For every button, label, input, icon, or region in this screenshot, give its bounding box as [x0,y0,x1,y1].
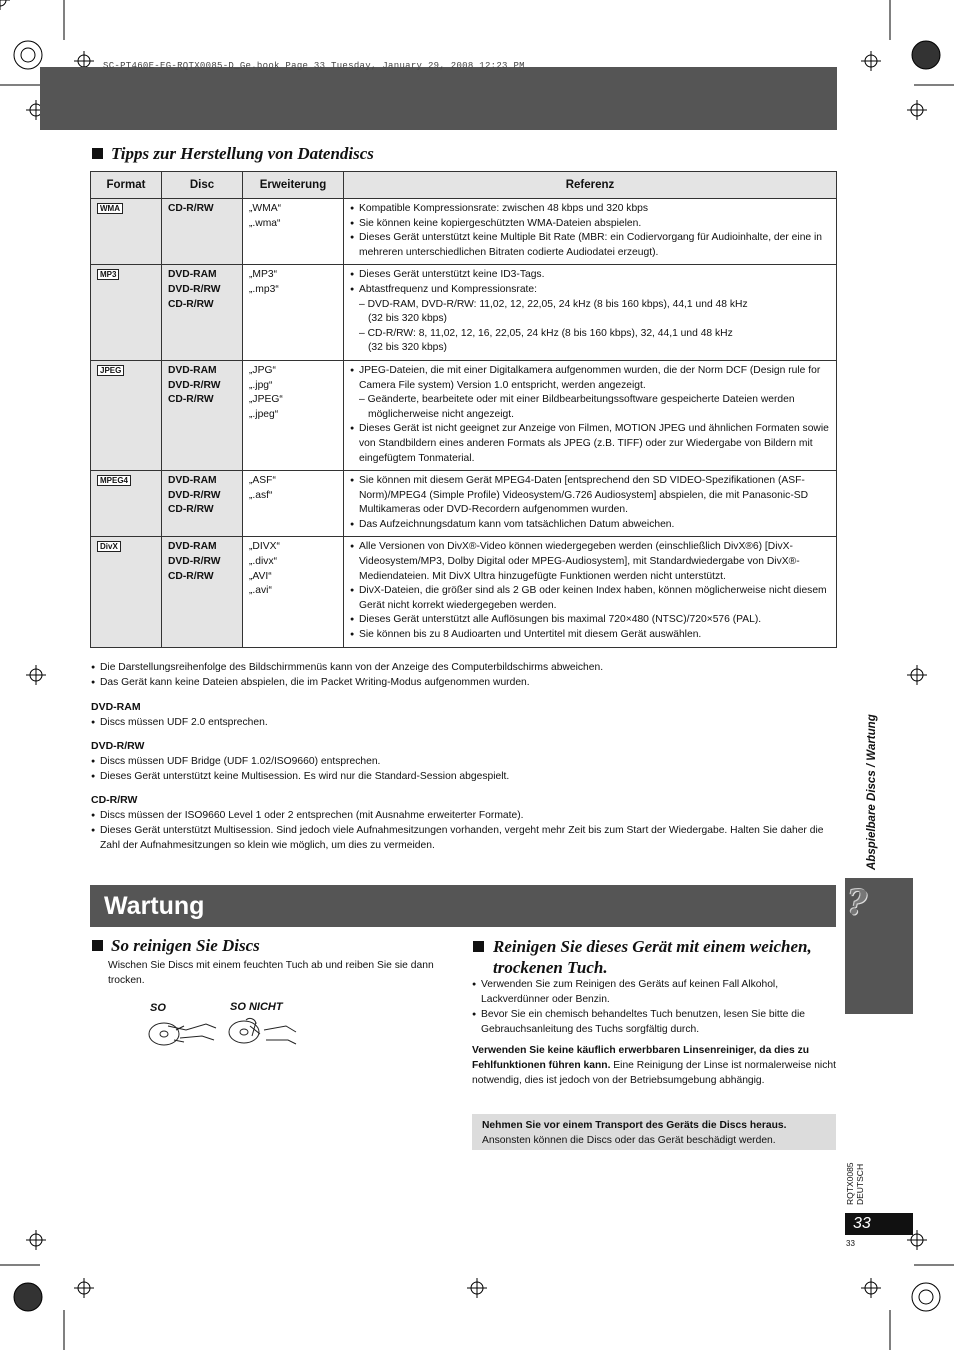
extension-cell [243,265,344,361]
page-number-box: 33 [845,1213,913,1235]
note-heading: CD-R/RW [91,794,138,806]
table-row [91,199,837,265]
disc-wipe-wrong-illustration [226,1014,301,1050]
reference-item: ● Dieses Gerät unterstützt alle Auflösungen bis maximal 720×480 (NTSC)/720×576 (PAL). [350,613,830,628]
disc-cell [162,471,243,537]
format-badge: MP3 [97,269,119,280]
reference-cell [344,360,837,470]
reference-item: – DVD-RAM, DVD-R/RW: 11,02, 12, 22,05, 24 kHz (8 bis 160 kbps), 44,1 und 48 kHz [359,298,748,310]
disc-type: DVD-RAM [168,475,217,487]
file-extension: „.asf“ [249,489,273,501]
list-item: ● Dieses Gerät unterstützt keine Multisession. Es wird nur die Standard-Session abgespielt. [91,769,836,784]
model-code-vertical: RQTX0085 DEUTSCH [845,1162,865,1205]
file-extension: „JPEG“ [249,394,283,406]
format-table [90,171,837,648]
reference-item: ● Das Aufzeichnungsdatum kann vom tatsächlichen Datum abweichen. [350,518,830,533]
table-row [91,537,837,647]
square-bullet-icon [473,941,484,952]
list-item: ● Bevor Sie ein chemisch behandeltes Tuch benutzen, lesen Sie bitte die Gebrauchsanleitung des Tuchs sorgfältig durch. [472,1007,836,1037]
col-header-reference: Referenz [344,172,837,199]
format-cell [91,265,162,361]
question-mark-icon: ? [847,883,867,923]
disc-wipe-correct-illustration [146,1016,221,1050]
file-extension: „.mp3“ [249,283,279,295]
format-cell [91,360,162,470]
reference-item: (32 bis 320 kbps) [368,313,447,325]
reference-item: ● Sie können keine kopiergeschützten WMA-Dateien abspielen. [350,217,830,232]
table-row [91,265,837,361]
disc-type: DVD-RAM [168,364,217,376]
disc-cell [162,360,243,470]
reference-item: – CD-R/RW: 8, 11,02, 12, 16, 22,05, 24 kHz (8 bis 160 kbps), 32, 44,1 und 48 kHz [359,327,733,339]
reference-cell [344,199,837,265]
disc-type: DVD-R/RW [168,379,221,391]
file-extension: „AVI“ [249,570,272,582]
disc-type: CD-R/RW [168,570,214,582]
lens-cleaner-note: Verwenden Sie keine käuflich erwerbbaren Linsenreiniger, da dies zu Fehlfunktionen führen kann. Eine Reinigung der Linse ist normalerweise nicht notwendig, dies ist jedoch von der Betriebsumgebung abhängig. [472,1045,836,1086]
so-label: SO [150,1002,166,1014]
list-item: ● Discs müssen UDF 2.0 entsprechen. [91,715,836,730]
col-header-extension: Erweiterung [243,172,344,199]
reference-item: ● Alle Versionen von DivX®-Video können wiedergegeben werden (einschließlich DivX®6) [DivX-Videosystem/MP3, Dolby Digital oder MPEG-Audiosystem], mit Standardwiedergabe von DivX®-Mediendateien. Mit DivX Ultra hinzugefügte Funktionen werden nicht unterstützt. [350,540,830,584]
file-extension: „.jpg“ [249,379,273,391]
disc-type: DVD-R/RW [168,556,221,568]
format-cell [91,199,162,265]
disc-type: DVD-RAM [168,269,217,281]
transport-notice-box: Nehmen Sie vor einem Transport des Geräts die Discs heraus. Ansonsten können die Discs oder das Gerät beschädigt werden. [472,1114,836,1150]
wartung-banner: Wartung [90,885,836,927]
file-extension: „JPG“ [249,364,276,376]
disc-cell [162,265,243,361]
note-heading: DVD-R/RW [91,740,145,752]
table-row [91,471,837,537]
file-extension: „WMA“ [249,203,282,214]
extension-cell [243,360,344,470]
disc-type: CD-R/RW [168,504,214,516]
disc-cell [162,199,243,265]
section-title-tips: Tipps zur Herstellung von Datendiscs [92,144,374,164]
disc-type: DVD-R/RW [168,489,221,501]
list-item: ● Verwenden Sie zum Reinigen des Geräts auf keinen Fall Alkohol, Lackverdünner oder Benzin. [472,977,836,1007]
format-badge: JPEG [97,365,124,376]
col-header-disc: Disc [162,172,243,199]
disc-cell [162,537,243,647]
list-item: ● Discs müssen der ISO9660 Level 1 oder 2 entsprechen (mit Ausnahme erweiterter Formate). [91,808,836,823]
table-header-row [91,172,837,199]
page-number-small: 33 [846,1239,855,1248]
reference-item: ● Kompatible Kompressionsrate: zwischen 48 kbps und 320 kbps [350,202,830,217]
reference-item: ● DivX-Dateien, die größer sind als 2 GB oder keinen Index haben, können möglicherweise nicht diesem Gerät nicht korrekt wiedergegeben werden. [350,584,830,613]
disc-type: CD-R/RW [168,394,214,406]
clean-discs-text: Wischen Sie Discs mit einem feuchten Tuch ab und reiben Sie sie dann trocken. [108,960,434,986]
reference-item: ● Abtastfrequenz und Kompressionsrate: [350,283,830,298]
square-bullet-icon [92,940,103,951]
extension-cell [243,537,344,647]
format-badge: MPEG4 [97,475,131,486]
so-nicht-label: SO NICHT [230,1001,283,1013]
disc-type: CD-R/RW [168,203,214,214]
reference-item: – Geänderte, bearbeitete oder mit einer Bildbearbeitungssoftware gespeicherte Dateien werden möglicherweise nicht angezeigt. [359,394,795,420]
square-bullet-icon [92,148,103,159]
disc-type: CD-R/RW [168,298,214,310]
clean-discs-title: So reinigen Sie Discs [92,936,260,956]
list-item: ● Discs müssen UDF Bridge (UDF 1.02/ISO9660) entsprechen. [91,754,836,769]
disc-type: DVD-R/RW [168,283,221,295]
list-item: ● Die Darstellungsreihenfolge des Bildschirmmenüs kann von der Anzeige des Computerbildschirms abweichen. [91,660,836,675]
side-label: Abspielbare Discs / Wartung [866,714,878,870]
reference-cell [344,471,837,537]
clean-device-title: Reinigen Sie dieses Gerät mit einem weichen, trockenen Tuch. [473,936,833,978]
header-bar [40,67,837,130]
file-extension: „MP3“ [249,269,278,281]
disc-type: DVD-RAM [168,541,217,553]
reference-item: ● JPEG-Dateien, die mit einer Digitalkamera aufgenommen wurden, die der Norm DCF (Design rule for Camera File system) Version 1.0 entspricht, werden angezeigt. [350,364,830,393]
file-extension: „DIVX“ [249,541,280,553]
format-badge: DivX [97,541,121,552]
col-header-format: Format [91,172,162,199]
reference-item: ● Sie können mit diesem Gerät MPEG4-Daten [entsprechend den SD VIDEO-Spezifikationen (ASF-Norm)/MPEG4 (Simple Profile) Videosystem/G.726 Audiosystem] abspielen, die mit Panasonic-SD Multikameras oder DVD-Recordern aufgenommen wurden. [350,474,830,518]
reference-item: ● Dieses Gerät ist nicht geeignet zur Anzeige von Filmen, MOTION JPEG und ähnlichen Formaten sowie von Standbildern eines anderen Formats als JPEG (z.B. TIFF) oder zur Wiedergabe von Bildern mit eingefügtem Tonmaterial. [350,422,830,466]
format-cell [91,471,162,537]
reference-cell [344,265,837,361]
file-extension: „.avi“ [249,585,272,597]
note-heading: DVD-RAM [91,701,141,713]
file-info-line: SC-PT460E-EG-RQTX0085-D_Ge.book Page 33 Tuesday, January 29, 2008 12:23 PM [103,61,525,71]
file-extension: „.divx“ [249,556,278,568]
file-extension: „ASF“ [249,475,276,487]
table-row [91,360,837,470]
format-cell [91,537,162,647]
extension-cell [243,199,344,265]
reference-item: ● Dieses Gerät unterstützt keine Multiple Bit Rate (MBR: ein Codiervorgang für Audioinhalte, der eine in mehreren unterschiedlichen Bitraten codierte Audiodatei erzeugt). [350,231,830,260]
file-extension: „.wma“ [249,217,281,229]
reference-item: ● Sie können bis zu 8 Audioarten und Untertitel mit diesem Gerät auswählen. [350,628,830,643]
file-extension: „.jpeg“ [249,408,279,420]
extension-cell [243,471,344,537]
format-badge: WMA [97,203,123,214]
reference-item: ● Dieses Gerät unterstützt keine ID3-Tags. [350,268,830,283]
clean-device-bullets [472,977,836,1037]
reference-cell [344,537,837,647]
notes-block [91,660,836,853]
list-item: ● Dieses Gerät unterstützt Multisession. Sind jedoch viele Aufnahmesitzungen vorhanden, vergeht mehr Zeit bis zum Start der Wiedergabe. Halten Sie daher die Zahl der Aufnahmesitzungen so klein wie möglich, um dies zu vermeiden. [91,823,836,853]
list-item: ● Das Gerät kann keine Dateien abspielen, die im Packet Writing-Modus aufgenommen wurden. [91,675,836,690]
reference-item: (32 bis 320 kbps) [368,342,447,354]
